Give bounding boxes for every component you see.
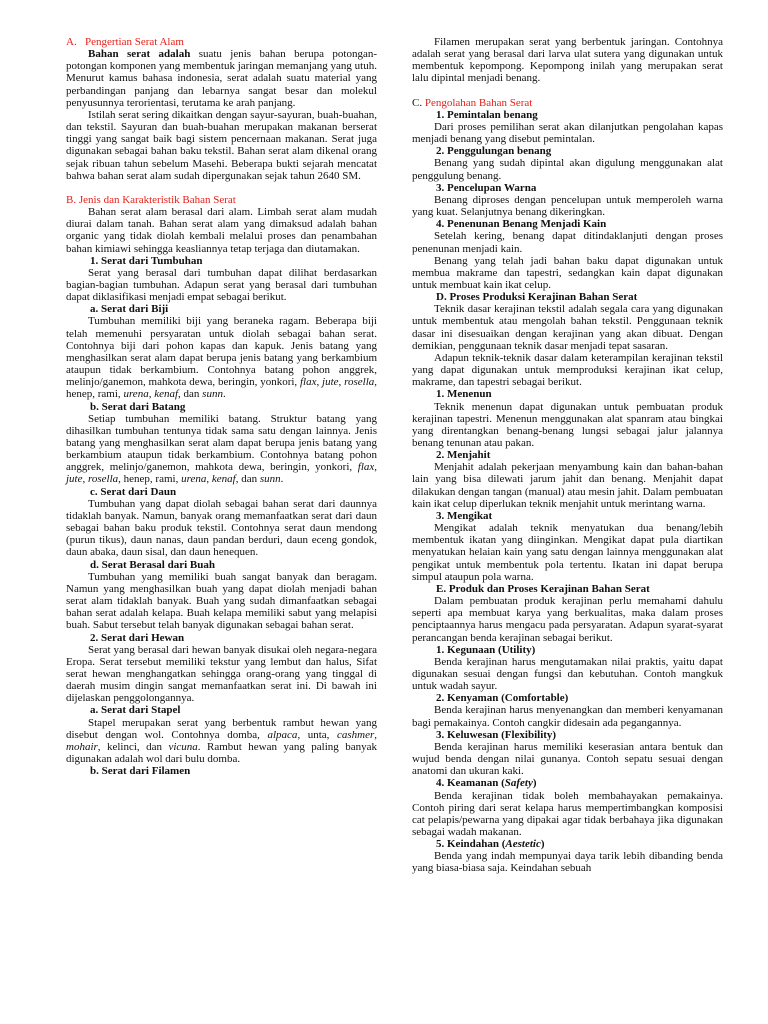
subheading-daun: c. Serat dari Daun xyxy=(90,485,177,498)
stapel-cashmer: cashmer xyxy=(336,728,375,741)
biji-paragraph: Tumbuhan memiliki biji yang beraneka ragam. Beberapa biji telah memenuhi persyaratan untuk diolah sebagai bahan serat. Contohnya biji dari pohon kapas dan kapuk. Jenis batang yang menghasilkan serat alam dapat berupa jenis batang yang berkambium ataupun tidak berkambium. Contohnya batang pohon anggrek, melinjo/ganemon, mahkota dewa, beringin, yonkori, flax, jute, rosella, henep, rami, urena, kenaf, dan sunn. xyxy=(66,315,378,401)
mengikat-paragraph: Mengikat adalah teknik menyatukan dua benang/lebih membentuk ikatan yang diinginkan. Mengikat dapat pula diartikan menyatukan helaian kain yang satu dengan lainnya menggunakan alat pengikat untuk membentuk pola tertentu. Ikatan ini dapat berupa simpul ataupun pola warna. xyxy=(412,522,723,583)
subheading-pencelupan: 3. Pencelupan Warna xyxy=(436,181,537,194)
section-b-heading: B. Jenis dan Karakteristik Bahan Serat xyxy=(66,193,236,206)
subheading-hewan: 2. Serat dari Hewan xyxy=(90,631,185,644)
kegunaan-paragraph: Benda kerajinan harus mengutamakan nilai praktis, yaitu dapat digunakan sesuai dengan fungsi dan kebutuhan. Contoh mangkuk untuk wadah sayur. xyxy=(412,655,723,693)
stapel-paragraph xyxy=(66,717,377,766)
penggulungan-paragraph: Benang yang sudah dipintal akan digulung menggunakan alat penggulung benang. xyxy=(412,157,723,182)
keindahan-title-pre: 5. Keindahan ( xyxy=(436,838,506,851)
subheading-biji: a. Serat dari Biji xyxy=(90,303,169,316)
section-a-letter: A. xyxy=(66,36,77,48)
left-column xyxy=(66,36,377,777)
section-b-paragraph: Bahan serat alam berasal dari alam. Limbah serat alam mudah diurai dalam tanah. Bahan serat alam yang dimaksud adalah bahan organic yang tidak diolah kembali melalui proses dan penambahan bahan kimiawi sehingga keasliannya tetap terjaga dan diutamakan. xyxy=(66,206,377,255)
biji-jute: jute xyxy=(322,376,339,389)
biji-sunn: sunn xyxy=(202,388,223,401)
batang-paragraph: Setiap tumbuhan memiliki batang. Struktur batang yang dihasilkan tumbuhan tentunya tidak sama satu dengan lainnya. Jenis batang yang menghasilkan serat alam dapat berupa jenis batang yang berkambium ataupun tidak berkambium. Contohnya batang pohon anggrek, melinjo/ganemon, mahkota dewa, beringin, yonkori, flax, jute, rosella, henep, rami, urena, kenaf, dan sunn. xyxy=(66,412,378,486)
subheading-mengikat: 3. Mengikat xyxy=(436,509,493,522)
subheading-keamanan xyxy=(412,777,723,789)
section-d-paragraph-2: Adapun teknik-teknik dasar dalam keterampilan kerajinan tekstil yang dapat digunakan untuk memproduksi kerajinan ikat celup, makrame, dan tapestri sebagai berikut. xyxy=(412,351,723,389)
section-c-heading xyxy=(412,97,723,109)
subheading-penggulungan: 2. Penggulungan benang xyxy=(436,145,552,158)
subheading-keindahan xyxy=(412,838,723,850)
biji-dan: dan xyxy=(183,388,200,401)
section-a-title: Pengertian Serat Alam xyxy=(84,36,184,48)
batang-kenaf: kenaf xyxy=(211,473,236,486)
section-e-heading: E. Produk dan Proses Kerajinan Bahan Serat xyxy=(436,582,650,595)
batang-urena: urena xyxy=(181,473,207,486)
buah-paragraph: Tumbuhan yang memiliki buah sangat banyak dan beragam. Namun yang menghasilkan buah yang dapat diolah menjadi bahan serat alam tidaklah banyak. Buah yang sudah dimanfaatkan sebagai bahan serat adalah kelapa. Buah kelapa memiliki sabut yang melapisi buah. Sabut tersebut telah banyak digunakan sebagai bahan serat. xyxy=(66,570,377,632)
section-d-heading: D. Proses Produksi Kerajinan Bahan Serat xyxy=(436,291,638,304)
biji-flax: flax xyxy=(299,376,317,389)
keamanan-paragraph: Benda kerajinan tidak boleh membahayakan pemakainya. Contoh piring dari serat kelapa harus mempertimbangkan komposisi cat pelapis/pewarna yang dipakai agar tidak berbahaya jika digunakan sebagai wadah makanan. xyxy=(412,789,723,838)
biji-kenaf: kenaf xyxy=(154,388,179,401)
keluwesan-paragraph: Benda kerajinan harus memiliki keserasian antara bentuk dan wujud benda dengan nilai gunanya. Contoh sepatu sesuai dengan anatomi dan ukuran kaki. xyxy=(412,740,723,778)
batang-flax: flax xyxy=(357,461,375,474)
right-column xyxy=(412,36,723,875)
section-c-title: Pengolahan Bahan Serat xyxy=(424,96,533,109)
biji-urena: urena xyxy=(123,388,149,401)
batang-sunn: sunn xyxy=(259,473,281,486)
kenyamanan-paragraph: Benda kerajinan harus menyenangkan dan memberi kenyamanan bagi pemakainya. Contoh cangkir didesain ada pegangannya. xyxy=(412,704,723,729)
section-e-paragraph: Dalam pembuatan produk kerajinan perlu memahami dahulu seperti apa membuat karya yang berkualitas, maka dalam proses penciptaannya harus mengacu pada persyaratan. Adapun syarat-syarat perancangan benda kerajinan sebagai berikut. xyxy=(412,595,723,644)
subheading-penenunan: 4. Penenunan Benang Menjadi Kain xyxy=(436,218,607,231)
batang-dan: dan xyxy=(241,473,258,486)
daun-paragraph: Tumbuhan yang dapat diolah sebagai bahan serat dari daunnya tidaklah banyak. Namun, banyak orang memanfaatkan serat dari daun sebagai bahan baku produk tekstil. Contohnya serat daun mendong (purun tikus), daun nanas, daun pandan berduri, daun eceng gondok, daun abaka, daun sisal, dan daun henequen. xyxy=(66,497,377,559)
biji-mid: , henep, rami, xyxy=(66,376,378,401)
subheading-tumbuhan: 1. Serat dari Tumbuhan xyxy=(90,254,203,267)
keindahan-title-italic: Aestetic xyxy=(505,838,541,851)
subheading-stapel: a. Serat dari Stapel xyxy=(90,704,181,717)
section-d-paragraph-1: Teknik dasar kerajinan tekstil adalah segala cara yang digunakan untuk membentuk atau mengolah bahan tekstil. Penggunaan teknik dasar ini disesuaikan dengan kerajinan yang akan dibuat. Dengan demikian, penggunaan teknik dasar menjadi tepat sasaran. xyxy=(412,303,723,352)
keamanan-title-post: ) xyxy=(532,777,537,790)
hewan-paragraph: Serat yang berasal dari hewan banyak disukai oleh negara-negara Eropa. Serat tersebut memiliki tekstur yang lembut dan halus, Sifat serat hewan menghangatkan sehingga orang-orang yang tinggal di daerah musim dingin sangat memanfaatkan serat ini. Di bawah ini dijelaskan penggolongannya. xyxy=(66,643,377,705)
pemintalan-paragraph: Dari proses pemilihan serat akan dilanjutkan pengolahan kapas menjadi benang yang disebut pemintalan. xyxy=(412,120,723,146)
subheading-batang: b. Serat dari Batang xyxy=(90,400,186,413)
pencelupan-paragraph: Benang diproses dengan pencelupan untuk memperoleh warna yang kuat. Selanjutnya benang dikeringkan. xyxy=(412,193,723,219)
section-a-paragraph-1 xyxy=(66,48,377,109)
biji-rosella: rosella xyxy=(344,376,375,389)
batang-rosella: rosella xyxy=(88,473,119,486)
stapel-text: Stapel merupakan serat yang berbentuk rambut hewan yang disebut dengan wol. Contohnya domba, xyxy=(66,716,377,741)
subheading-menjahit: 2. Menjahit xyxy=(436,449,491,462)
keamanan-title-italic: Safety xyxy=(504,777,533,790)
keindahan-title-post: ) xyxy=(540,838,545,851)
menjahit-paragraph: Menjahit adalah pekerjaan menyambung kain dan bahan-bahan lain yang bisa dilewati jarum jahit dan benang. Menjahit dapat dilakukan dengan tangan (manual) atau mesin jahit. Dalam pembuatan kain ikat celup diperlukan teknik menjahit untuk merintang warna. xyxy=(412,461,723,510)
subheading-kenyamanan: 2. Kenyaman (Comfortable) xyxy=(436,692,569,705)
keindahan-paragraph: Benda yang indah mempunyai daya tarik lebih dibanding benda yang biasa-biasa saja. Keindahan sebuah xyxy=(412,850,723,875)
subheading-menenun: 1. Menenun xyxy=(436,388,492,401)
section-c-letter: C. xyxy=(412,96,423,109)
stapel-alpaca: alpaca xyxy=(267,728,298,741)
subheading-keluwesan: 3. Keluwesan (Flexibility) xyxy=(436,728,557,741)
batang-mid: , henep, rami, xyxy=(118,473,179,486)
tumbuhan-paragraph: Serat yang berasal dari tumbuhan dapat dilihat berdasarkan bagian-bagian tumbuhan. Adapun serat yang berasal dari tumbuhan dapat diklasifikasi menjadi empat sebagai berikut. xyxy=(66,266,377,304)
subheading-kegunaan: 1. Kegunaan (Utility) xyxy=(436,643,536,656)
stapel-sep: , xyxy=(374,728,377,741)
keamanan-title-pre: 4. Keamanan ( xyxy=(436,777,505,790)
section-a-heading xyxy=(66,36,377,48)
stapel-kelinci: , kelinci, dan xyxy=(97,740,163,753)
stapel-vicuna: vicuna xyxy=(168,740,198,753)
menenun-paragraph: Teknik menenun dapat digunakan untuk pembuatan produk kerajinan tapestri. Menenun menggunakan alat spanram atau bingkai yang direntangkan benang-benang lungsi sebagai jalur jalannya benang tenunan atau pakan. xyxy=(412,400,723,449)
stapel-mohair: mohair xyxy=(66,740,98,753)
batang-jute: jute xyxy=(66,473,83,486)
subheading-buah: d. Serat Berasal dari Buah xyxy=(90,558,215,571)
penenunan-paragraph-2: Benang yang telah jadi bahan baku dapat digunakan untuk membua makrame dan tapestri, sedangkan kain dapat digunakan untuk membuat kain ikat celup. xyxy=(412,254,723,291)
batang-text: Setiap tumbuhan memiliki batang. Struktur batang yang dihasilkan tumbuhan tentunya tidak sama satu dengan lainnya. Jenis batang yang menghasilkan serat alam dapat berupa jenis batang yang berkambium ataupun tidak berkambium. Contohnya batang pohon anggrek, melinjo/ganemon, mahkota dewa, beringin, yonkori, xyxy=(66,412,377,474)
penenunan-paragraph-1: Setelah kering, benang dapat ditindaklanjuti dengan proses penenunan menjadi kain. xyxy=(412,230,723,255)
term-bold: Bahan serat adalah xyxy=(88,48,191,61)
section-a-paragraph-2: Istilah serat sering dikaitkan dengan sayur-sayuran, buah-buahan, dan tekstil. Sayuran dan buah-buahan merupakan makanan berserat tinggi yang sangat baik bagi sistem pencernaan makanan. Serat juga digunakan sebagai bahan baku tekstil. Bahan serat alam dikenal orang sejak ribuan tahun sebelum Masehi. Beberapa bukti sejarah mencatat bahwa bahan serat alam sudah dipergunakan sejak tahun 2640 SM. xyxy=(66,108,377,182)
subheading-filamen: b. Serat dari Filamen xyxy=(90,765,191,778)
stapel-unta: , unta, xyxy=(297,728,330,741)
biji-text: Tumbuhan memiliki biji yang beraneka ragam. Beberapa biji telah memenuhi persyaratan untuk diolah sebagai bahan serat. Contohnya biji dari pohon kapas dan kapuk. Jenis batang yang menghasilkan serat alam dapat berupa jenis batang yang berkambium ataupun tidak berkambium. Contohnya batang pohon anggrek, melinjo/ganemon, mahkota dewa, beringin, yonkori, xyxy=(66,315,377,389)
filamen-paragraph: Filamen merupakan serat yang berbentuk jaringan. Contohnya adalah serat yang berasal dari larva ulat sutera yang digunakan untuk membentuk kepompong. Kepompong inilah yang merupakan serat lalu dipintal menjadi benang. xyxy=(412,36,723,85)
subheading-pemintalan: 1. Pemintalan benang xyxy=(436,108,538,121)
stapel-end: . Rambut hewan yang paling banyak digunakan adalah wol dari bulu domba. xyxy=(66,740,377,766)
section-a-paragraph-1-text: suatu jenis bahan berupa potongan-potongan komponen yang membentuk jaringan memanjang yang utuh. Menurut kamus bahasa indonesia, serat adalah suatu material yang perbandingan panjang dan lebarnya sangat besar dan molekul penyusunnya terorientasi, terutama ke arah panjang. xyxy=(66,48,377,109)
